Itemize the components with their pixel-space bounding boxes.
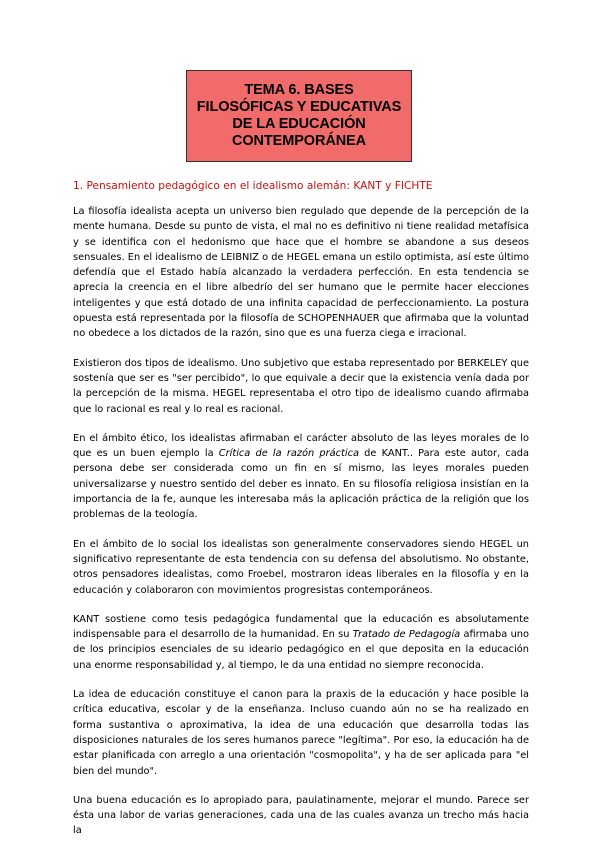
paragraph-text: de KANT.. Para este autor, cada persona debe ser considerada como un fin en sí mismo, las leyes morales pueden universalizarse y nuestro sentido del deber es innato. En su filosofía religiosa insistían en la importancia de la fe, aunque les interesaba más la aplicación práctica de la religión que los problemas de la teología. <box>73 448 529 521</box>
paragraph <box>73 612 529 673</box>
paragraph <box>73 431 529 523</box>
paragraph-text: KANT sostiene como tesis pedagógica fundamental que la educación es absolutamente indispensable para el desarrollo de la humanidad. En su <box>73 613 529 641</box>
section-heading: 1. Pensamiento pedagógico en el idealismo alemán: KANT y FICHTE <box>73 180 433 192</box>
paragraph: Una buena educación es lo apropiado para, paulatinamente, mejorar el mundo. Parece ser ésta una labor de varias generaciones, cada una de las cuales avanza un trecho más hacia la <box>73 794 529 837</box>
body-text <box>73 204 529 839</box>
title-line: CONTEMPORÁNEA <box>231 133 367 149</box>
paragraph: Existieron dos tipos de idealismo. Uno subjetivo que estaba representado por BERKELEY que sostenía que ser es "ser percibido", lo que equivale a decir que la existencia venía dada por la percepción de la misma. HEGEL representaba el otro tipo de idealismo cuando afirmaba que lo racional es real y lo real es racional. <box>73 357 529 415</box>
paragraph: En el ámbito de lo social los idealistas son generalmente conservadores siendo HEGEL un significativo representante de esta tendencia con su defensa del absolutismo. No obstante, otros pensadores idealistas, como Froebel, mostraron ideas liberales en la filosofía y en la educación y colaboraron con movimientos progresistas contemporáneos. <box>73 538 529 596</box>
paragraph-text: afirmaba uno de los principios esenciales de su ideario pedagógico en el que deposita en la educación una enorme responsabilidad y, al tiempo, le da una entidad no siempre reconocida. <box>73 629 529 671</box>
book-title: Crítica de la razón práctica <box>218 448 359 460</box>
paragraph: La idea de educación constituye el canon para la praxis de la educación y hace posible la crítica educativa, escolar y de la enseñanza. Incluso cuando aún no se ha realizado en forma sustantiva o aproximativa, la idea de una educación que desarrolla todas las disposiciones naturales de los seres humanos parece "legítima". Por eso, la educación ha de estar planificada con arreglo a una orientación "cosmopolita", y ha de ser aplicada para "el bien del mundo". <box>73 689 529 777</box>
title-line: TEMA 6. BASES <box>244 82 354 98</box>
title-box <box>186 70 412 162</box>
paragraph: La filosofía idealista acepta un universo bien regulado que depende de la percepción de la mente humana. Desde su punto de vista, el mal no es definitivo ni tiene realidad metafísica y se identifica con el hedonismo que hace que el hombre se abandone a sus deseos sensuales. En el idealismo de LEIBNIZ o de HEGEL emana un estilo optimista, así este último defendía que el Estado había alcanzado la verdadera perfección. En esta tendencia se aprecia la creencia en el libre albedrío del ser humano que le permite hacer elecciones inteligentes y que está dotado de una infinita capacidad de perfeccionamiento. La postura opuesta está representada por la filosofía de SCHOPENHAUER que afirmaba que la voluntad no obedece a los dictados de la razón, sino que es una fuerza ciega e irracional. <box>73 206 529 340</box>
title-line: FILOSÓFICAS Y EDUCATIVAS <box>196 99 402 115</box>
title-line: DE LA EDUCACIÓN <box>232 116 366 132</box>
paragraph-text: En el ámbito ético, los idealistas afirmaban el carácter absoluto de las leyes morales de lo que es un buen ejemplo la <box>73 432 529 460</box>
book-title: Tratado de Pedagogía <box>352 629 461 641</box>
